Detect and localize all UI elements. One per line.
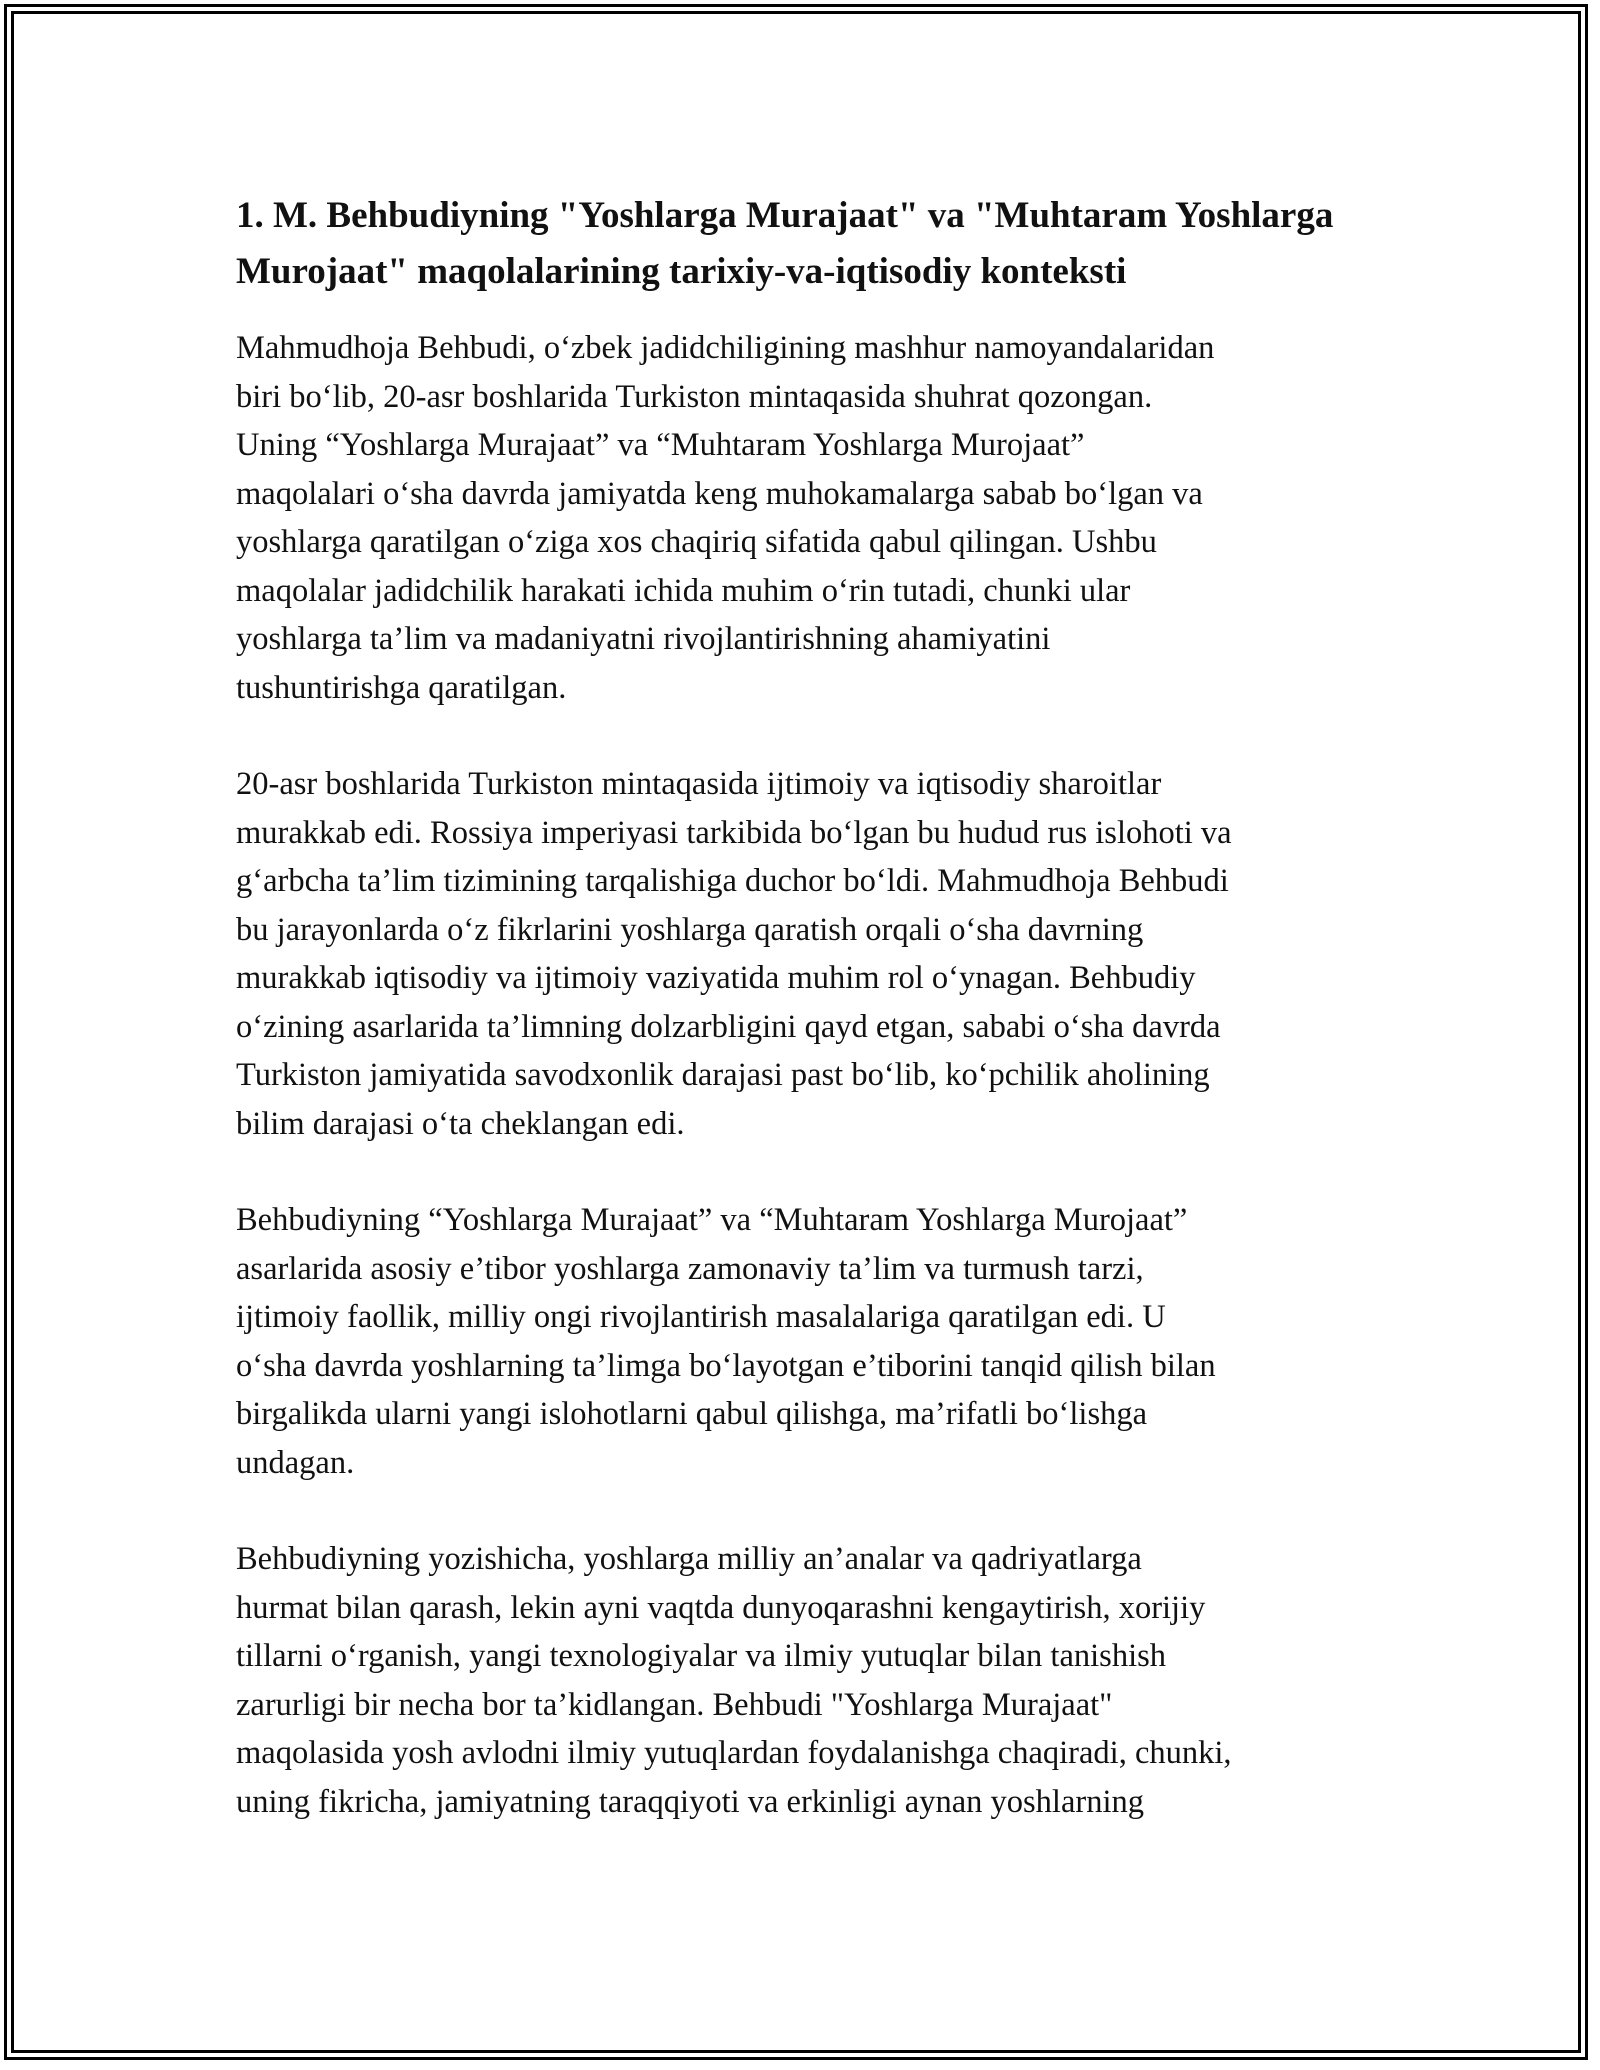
paragraph-2: 20-asr boshlarida Turkiston mintaqasida ijtimoiy va iqtisodiy sharoitlar murakkab edi. Rossiya imperiyasi tarkibida bo‘lgan bu hudud rus islohoti va g‘arbcha ta’lim tizimining tarqalishiga duchor bo‘ldi. Mahmudhoja Behbudi bu jarayonlarda o‘z fikrlarini yoshlarga qaratish orqali o‘sha davrning murakkab iqtisodiy va ijtimoiy vaziyatida muhim rol o‘ynagan. Behbudiy o‘zining asarlarida ta’limning dolzarbligini qayd etgan, sababi o‘sha davrda Turkiston jamiyatida savodxonlik darajasi past bo‘lib, ko‘pchilik aholining bilim darajasi o‘ta cheklangan edi. [236,766,1232,1142]
paragraph-1: Mahmudhoja Behbudi, o‘zbek jadidchiligining mashhur namoyandalaridan biri bo‘lib, 20-asr boshlarida Turkiston mintaqasida shuhrat qozongan. Uning “Yoshlarga Murajaat” va “Muhtaram Yoshlarga Murojaat” maqolalari o‘sha davrda jamiyatda keng muhokamalarga sabab bo‘lgan va yoshlarga qaratilgan o‘ziga xos chaqiriq sifatida qabul qilingan. Ushbu maqolalar jadidchilik harakati ichida muhim o‘rin tutadi, chunki ular yoshlarga ta’lim va madaniyatni rivojlantirishning ahamiyatini tushuntirishga qaratilgan. [236,330,1215,706]
section-heading: 1. M. Behbudiyning "Yoshlarga Murajaat" va "Muhtaram Yoshlarga Murojaat" maqolalarining tarixiy-va-iqtisodiy konteksti [236,195,1334,292]
paragraph-4: Behbudiyning yozishicha, yoshlarga milliy an’analar va qadriyatlarga hurmat bilan qarash, lekin ayni vaqtda dunyoqarashni kengaytirish, xorijiy tillarni o‘rganish, yangi texnologiyalar va ilmiy yutuqlar bilan tanishish zarurligi bir necha bor ta’kidlangan. Behbudi "Yoshlarga Murajaat" maqolasida yosh avlodni ilmiy yutuqlardan foydalanishga chaqiradi, chunki, uning fikricha, jamiyatning taraqqiyoti va erkinligi aynan yoshlarning [236,1541,1232,1820]
paragraph-3: Behbudiyning “Yoshlarga Murajaat” va “Muhtaram Yoshlarga Murojaat” asarlarida asosiy e’tibor yoshlarga zamonaviy ta’lim va turmush tarzi, ijtimoiy faollik, milliy ongi rivojlantirish masalalariga qaratilgan edi. U o‘sha davrda yoshlarning ta’limga bo‘layotgan e’tiborini tanqid qilish bilan birgalikda ularni yangi islohotlarni qabul qilishga, ma’rifatli bo‘lishga undagan. [236,1202,1216,1481]
document-body [236,188,1371,1874]
